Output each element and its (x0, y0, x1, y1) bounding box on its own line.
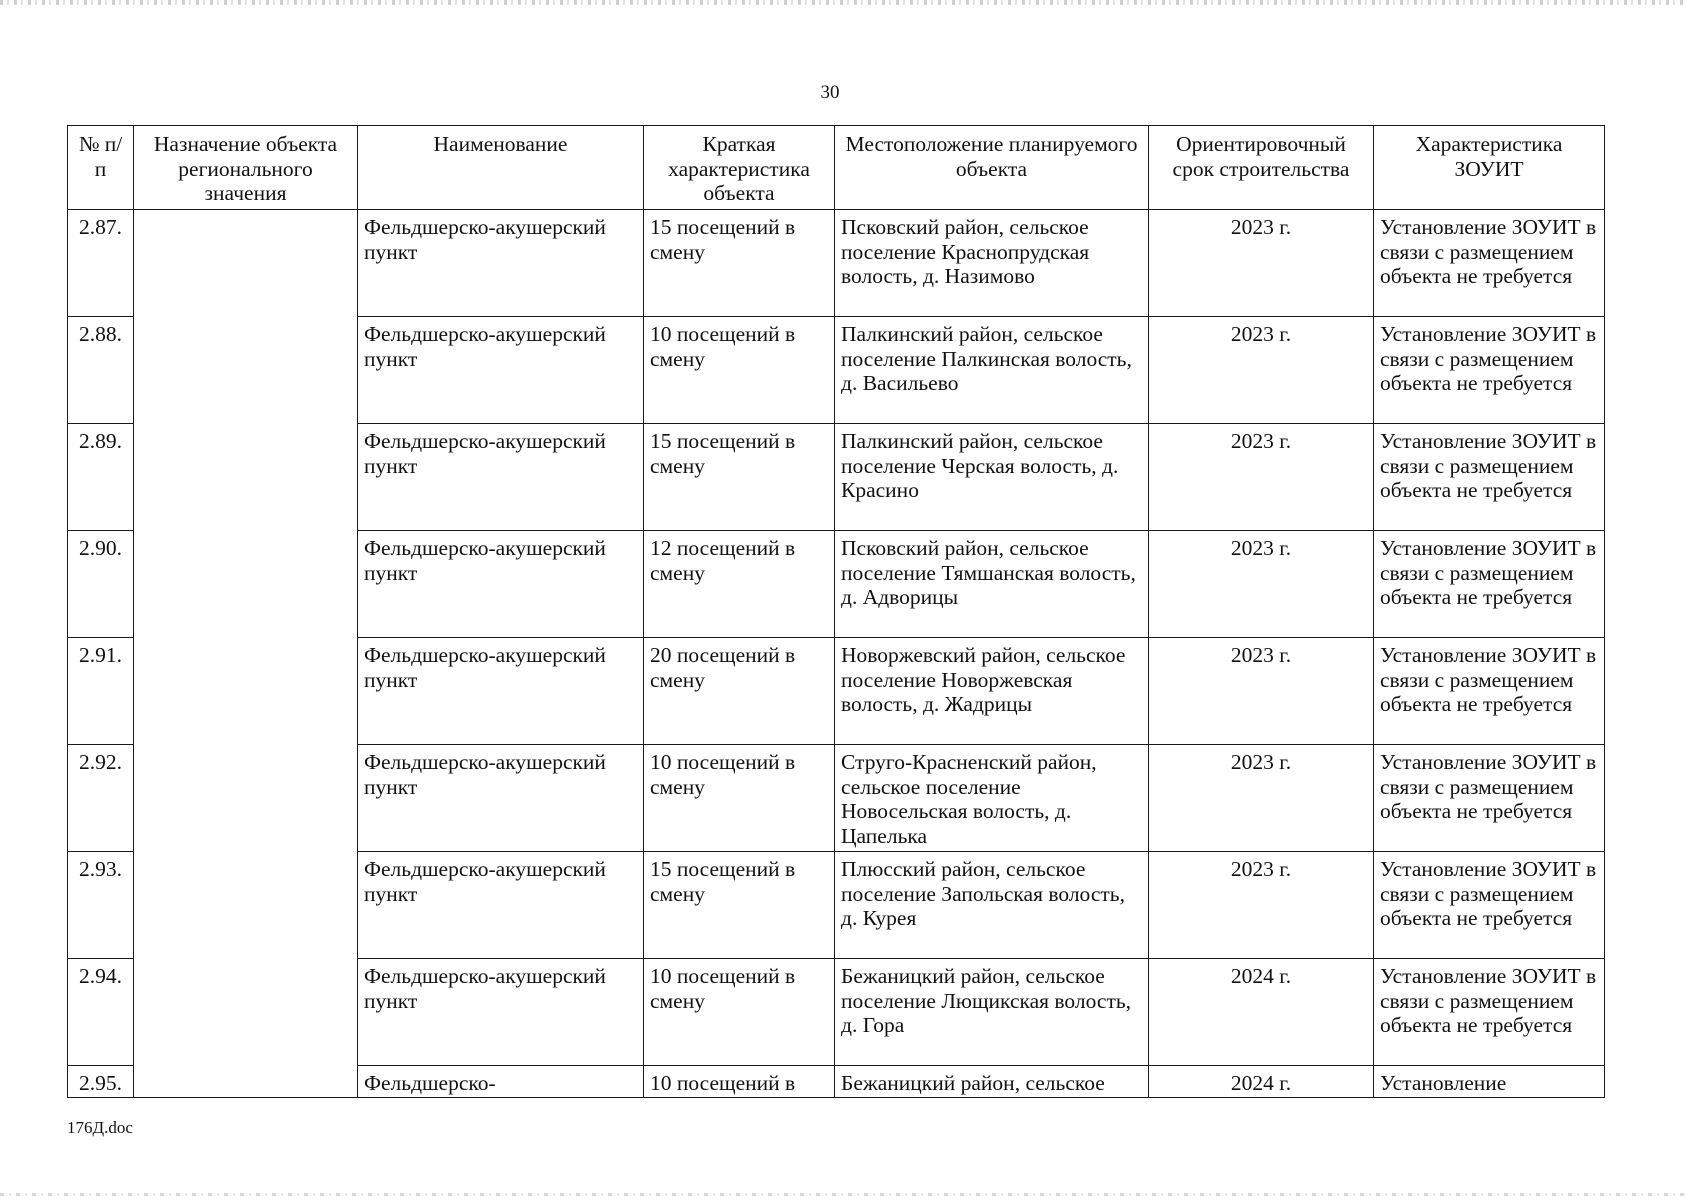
row-brief: 15 посещений в смену (644, 852, 835, 959)
table-row (68, 210, 1605, 317)
row-number: 2.93. (68, 852, 134, 959)
row-zouit: Установление ЗОУИТ в связи с размещением объекта не требуется (1374, 959, 1605, 1066)
row-location: Псковский район, сельское поселение Тямшанская волость, д. Адворицы (835, 531, 1149, 638)
header-location: Местоположение планируемого объекта (835, 126, 1149, 210)
row-zouit: Установление ЗОУИТ в связи с размещением объекта не требуется (1374, 531, 1605, 638)
row-name: Фельдшерско- (358, 1066, 644, 1098)
row-name: Фельдшерско-акушерский пункт (358, 959, 644, 1066)
row-zouit: Установление ЗОУИТ в связи с размещением объекта не требуется (1374, 424, 1605, 531)
row-number: 2.89. (68, 424, 134, 531)
row-brief: 10 посещений в (644, 1066, 835, 1098)
row-brief: 20 посещений в смену (644, 638, 835, 745)
header-number: № п/п (68, 126, 134, 210)
row-location: Новоржевский район, сельское поселение Новоржевская волость, д. Жадрицы (835, 638, 1149, 745)
row-brief: 15 посещений в смену (644, 210, 835, 317)
row-location: Струго-Красненский район, сельское поселение Новосельская волость, д. Цапелька (835, 745, 1149, 852)
row-year: 2023 г. (1149, 317, 1374, 424)
row-year: 2023 г. (1149, 745, 1374, 852)
row-zouit: Установление ЗОУИТ в связи с размещением объекта не требуется (1374, 745, 1605, 852)
row-brief: 12 посещений в смену (644, 531, 835, 638)
row-name: Фельдшерско-акушерский пункт (358, 852, 644, 959)
row-name: Фельдшерско-акушерский пункт (358, 317, 644, 424)
row-year: 2023 г. (1149, 210, 1374, 317)
header-construction-term: Ориентировочный срок строительства (1149, 126, 1374, 210)
row-location: Палкинский район, сельское поселение Палкинская волость, д. Васильево (835, 317, 1149, 424)
row-year: 2023 г. (1149, 531, 1374, 638)
row-name: Фельдшерско-акушерский пункт (358, 210, 644, 317)
row-zouit: Установление ЗОУИТ в связи с размещением объекта не требуется (1374, 852, 1605, 959)
row-brief: 15 посещений в смену (644, 424, 835, 531)
row-location: Псковский район, сельское поселение Краснопрудская волость, д. Назимово (835, 210, 1149, 317)
page-number: 30 (820, 82, 840, 103)
row-name: Фельдшерско-акушерский пункт (358, 531, 644, 638)
row-location: Бежаницкий район, сельское поселение Лющикская волость, д. Гора (835, 959, 1149, 1066)
row-location: Бежаницкий район, сельское (835, 1066, 1149, 1098)
row-brief: 10 посещений в смену (644, 317, 835, 424)
row-year: 2024 г. (1149, 1066, 1374, 1098)
purpose-cell (134, 210, 358, 1098)
scan-edge-top (0, 0, 1686, 5)
row-number: 2.94. (68, 959, 134, 1066)
row-name: Фельдшерско-акушерский пункт (358, 745, 644, 852)
row-brief: 10 посещений в смену (644, 959, 835, 1066)
table-header-row (68, 126, 1605, 210)
row-name: Фельдшерско-акушерский пункт (358, 638, 644, 745)
row-location: Плюсский район, сельское поселение Запольская волость, д. Курея (835, 852, 1149, 959)
row-zouit: Установление ЗОУИТ в связи с размещением объекта не требуется (1374, 317, 1605, 424)
header-purpose: Назначение объекта регионального значения (134, 126, 358, 210)
row-year: 2024 г. (1149, 959, 1374, 1066)
row-number: 2.90. (68, 531, 134, 638)
scan-edge-bottom (0, 1193, 1686, 1196)
objects-table (67, 125, 1605, 1098)
row-year: 2023 г. (1149, 638, 1374, 745)
row-zouit: Установление (1374, 1066, 1605, 1098)
row-zouit: Установление ЗОУИТ в связи с размещением объекта не требуется (1374, 638, 1605, 745)
row-location: Палкинский район, сельское поселение Черская волость, д. Красино (835, 424, 1149, 531)
row-number: 2.95. (68, 1066, 134, 1098)
row-year: 2023 г. (1149, 424, 1374, 531)
row-number: 2.87. (68, 210, 134, 317)
header-brief-characteristic: Краткая характеристика объекта (644, 126, 835, 210)
row-number: 2.91. (68, 638, 134, 745)
row-number: 2.88. (68, 317, 134, 424)
row-brief: 10 посещений в смену (644, 745, 835, 852)
row-name: Фельдшерско-акушерский пункт (358, 424, 644, 531)
document-filename: 176Д.doc (67, 1118, 133, 1137)
row-zouit: Установление ЗОУИТ в связи с размещением объекта не требуется (1374, 210, 1605, 317)
header-zouit: Характеристика ЗОУИТ (1374, 126, 1605, 210)
header-name: Наименование (358, 126, 644, 210)
row-number: 2.92. (68, 745, 134, 852)
row-year: 2023 г. (1149, 852, 1374, 959)
